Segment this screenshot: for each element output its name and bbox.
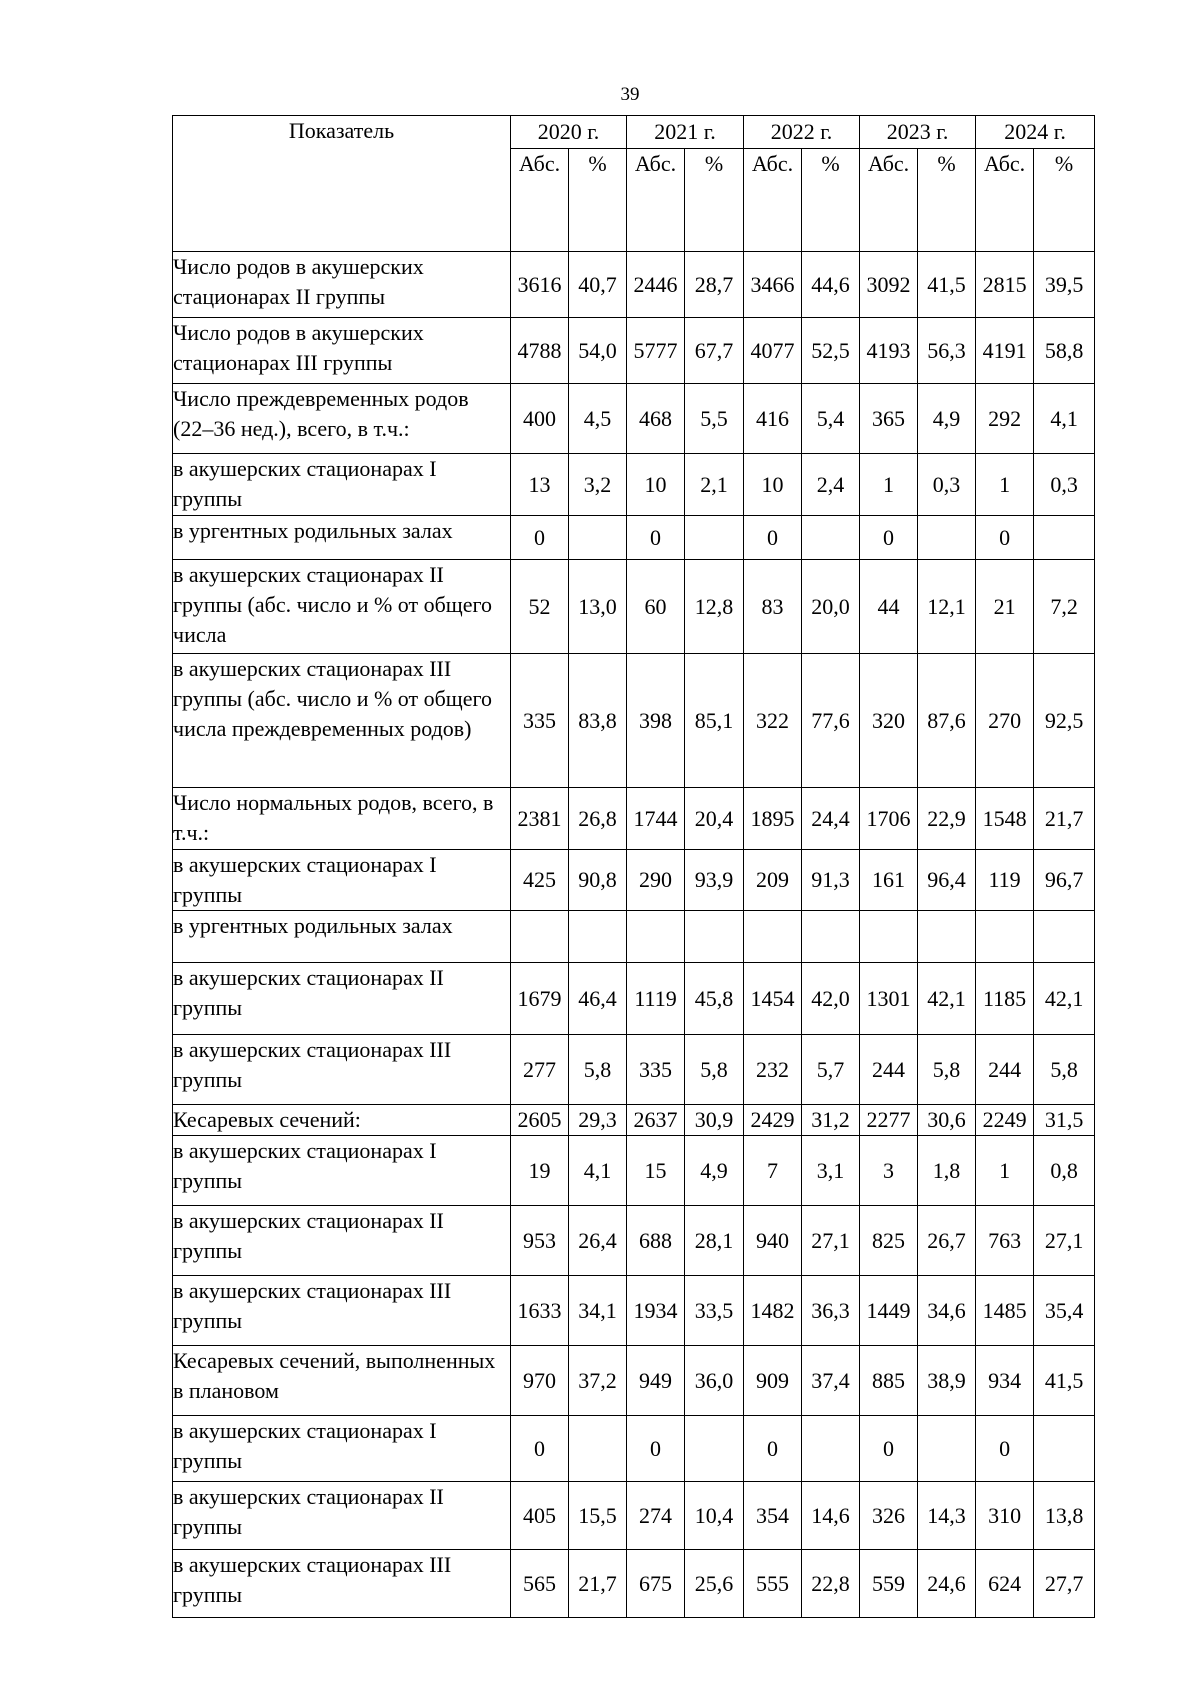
pct-value-cell [569,911,627,963]
pct-value-cell: 2,4 [802,454,860,516]
pct-value-cell: 5,8 [918,1035,976,1105]
table-row [173,788,1095,850]
pct-value-cell: 2,1 [685,454,744,516]
table-row [173,252,1095,318]
abs-value-cell: 885 [860,1346,918,1416]
abs-value-cell: 335 [627,1035,685,1105]
pct-value-cell: 12,1 [918,560,976,654]
table-row [173,963,1095,1035]
row-label: в акушерских стационарах I группы [173,1416,511,1482]
row-label: Число родов в акушерских стационарах III группы [173,318,511,384]
row-label: в ургентных родильных залах [173,516,511,560]
abs-value-cell: 949 [627,1346,685,1416]
abs-value-cell: 0 [744,1416,802,1482]
pct-value-cell [918,516,976,560]
abs-value-cell: 1548 [976,788,1034,850]
abs-value-cell [976,911,1034,963]
abs-value-cell: 4788 [511,318,569,384]
abs-value-cell: 2249 [976,1105,1034,1136]
pct-value-cell: 42,0 [802,963,860,1035]
abs-value-cell: 763 [976,1206,1034,1276]
pct-value-cell: 4,1 [1034,384,1095,454]
abs-value-cell: 1119 [627,963,685,1035]
pct-value-cell: 35,4 [1034,1276,1095,1346]
abs-value-cell: 161 [860,850,918,911]
pct-value-cell: 54,0 [569,318,627,384]
abs-value-cell: 83 [744,560,802,654]
abs-value-cell: 2429 [744,1105,802,1136]
abs-value-cell: 970 [511,1346,569,1416]
abs-value-cell: 326 [860,1482,918,1550]
pct-header: % [569,149,627,252]
pct-value-cell: 29,3 [569,1105,627,1136]
abs-value-cell: 468 [627,384,685,454]
pct-value-cell: 56,3 [918,318,976,384]
abs-value-cell: 405 [511,1482,569,1550]
pct-value-cell: 0,8 [1034,1136,1095,1206]
abs-value-cell: 10 [744,454,802,516]
pct-value-cell: 4,5 [569,384,627,454]
abs-value-cell: 0 [627,516,685,560]
year-header: 2020 г. [511,116,627,149]
row-label: в акушерских стационарах I группы [173,850,511,911]
pct-value-cell: 20,4 [685,788,744,850]
pct-value-cell: 21,7 [569,1550,627,1618]
pct-value-cell: 5,8 [1034,1035,1095,1105]
pct-value-cell: 7,2 [1034,560,1095,654]
pct-value-cell: 25,6 [685,1550,744,1618]
page-number: 39 [620,84,640,105]
abs-value-cell: 21 [976,560,1034,654]
abs-value-cell: 416 [744,384,802,454]
year-header: 2021 г. [627,116,744,149]
abs-value-cell: 398 [627,654,685,788]
abs-value-cell: 1934 [627,1276,685,1346]
year-header: 2023 г. [860,116,976,149]
table-row [173,1105,1095,1136]
abs-value-cell: 4077 [744,318,802,384]
table-row [173,1136,1095,1206]
row-label: Кесаревых сечений: [173,1105,511,1136]
pct-value-cell [918,911,976,963]
abs-value-cell: 19 [511,1136,569,1206]
abs-value-cell: 52 [511,560,569,654]
abs-value-cell: 1744 [627,788,685,850]
row-label: в акушерских стационарах II группы [173,1482,511,1550]
abs-value-cell: 119 [976,850,1034,911]
pct-value-cell: 41,5 [918,252,976,318]
pct-value-cell: 22,9 [918,788,976,850]
pct-value-cell: 96,7 [1034,850,1095,911]
abs-value-cell: 940 [744,1206,802,1276]
abs-value-cell: 15 [627,1136,685,1206]
abs-value-cell: 335 [511,654,569,788]
pct-value-cell: 42,1 [1034,963,1095,1035]
abs-value-cell: 0 [860,1416,918,1482]
pct-value-cell: 37,2 [569,1346,627,1416]
pct-header: % [802,149,860,252]
pct-value-cell: 4,9 [685,1136,744,1206]
pct-value-cell: 41,5 [1034,1346,1095,1416]
pct-value-cell: 24,6 [918,1550,976,1618]
abs-value-cell: 274 [627,1482,685,1550]
abs-value-cell: 825 [860,1206,918,1276]
abs-value-cell [860,911,918,963]
abs-value-cell: 400 [511,384,569,454]
pct-value-cell: 52,5 [802,318,860,384]
pct-value-cell: 45,8 [685,963,744,1035]
abs-value-cell: 1482 [744,1276,802,1346]
pct-value-cell [1034,516,1095,560]
pct-value-cell [685,911,744,963]
abs-value-cell: 1301 [860,963,918,1035]
abs-value-cell: 209 [744,850,802,911]
row-label: в акушерских стационарах III группы [173,1035,511,1105]
pct-value-cell [569,516,627,560]
pct-value-cell: 44,6 [802,252,860,318]
pct-header: % [918,149,976,252]
pct-value-cell [802,516,860,560]
pct-value-cell: 30,9 [685,1105,744,1136]
pct-value-cell: 0,3 [918,454,976,516]
abs-header: Абс. [511,149,569,252]
table-body [173,252,1095,1618]
abs-value-cell: 0 [511,516,569,560]
abs-value-cell: 292 [976,384,1034,454]
row-label: Число нормальных родов, всего, в т.ч.: [173,788,511,850]
row-label: в акушерских стационарах II группы (абс. число и % от общего числа [173,560,511,654]
pct-value-cell: 26,4 [569,1206,627,1276]
pct-value-cell: 92,5 [1034,654,1095,788]
table-row [173,1416,1095,1482]
abs-value-cell: 624 [976,1550,1034,1618]
abs-header: Абс. [627,149,685,252]
year-header: 2024 г. [976,116,1095,149]
row-label: в акушерских стационарах III группы [173,1276,511,1346]
abs-value-cell: 244 [976,1035,1034,1105]
pct-value-cell: 27,1 [1034,1206,1095,1276]
pct-value-cell: 28,7 [685,252,744,318]
pct-value-cell: 5,4 [802,384,860,454]
statistics-table [172,115,1095,1618]
pct-value-cell: 3,1 [802,1136,860,1206]
abs-value-cell: 0 [860,516,918,560]
row-label: в акушерских стационарах II группы [173,963,511,1035]
row-label: в акушерских стационарах III группы [173,1550,511,1618]
pct-value-cell: 15,5 [569,1482,627,1550]
abs-value-cell: 2815 [976,252,1034,318]
abs-value-cell [511,911,569,963]
pct-value-cell: 31,5 [1034,1105,1095,1136]
row-label: Кесаревых сечений, выполненных в плановом [173,1346,511,1416]
abs-value-cell: 953 [511,1206,569,1276]
abs-value-cell: 310 [976,1482,1034,1550]
header-row-years [173,116,1095,149]
abs-value-cell: 3092 [860,252,918,318]
pct-header: % [1034,149,1095,252]
pct-value-cell: 10,4 [685,1482,744,1550]
table-row [173,454,1095,516]
abs-value-cell: 320 [860,654,918,788]
pct-value-cell: 21,7 [1034,788,1095,850]
abs-value-cell: 0 [976,516,1034,560]
table-row [173,560,1095,654]
pct-value-cell: 14,3 [918,1482,976,1550]
year-header: 2022 г. [744,116,860,149]
abs-value-cell: 688 [627,1206,685,1276]
row-label: в акушерских стационарах I группы [173,1136,511,1206]
pct-value-cell: 5,5 [685,384,744,454]
row-label: в акушерских стационарах III группы (абс. число и % от общего числа преждевременных родов) [173,654,511,788]
abs-value-cell: 1706 [860,788,918,850]
abs-value-cell: 425 [511,850,569,911]
pct-value-cell: 0,3 [1034,454,1095,516]
pct-value-cell: 13,0 [569,560,627,654]
row-label: Число родов в акушерских стационарах II группы [173,252,511,318]
pct-value-cell [802,1416,860,1482]
abs-value-cell: 1 [976,1136,1034,1206]
pct-value-cell: 87,6 [918,654,976,788]
abs-value-cell: 1485 [976,1276,1034,1346]
table-row [173,516,1095,560]
abs-value-cell: 1 [860,454,918,516]
row-label: в акушерских стационарах I группы [173,454,511,516]
pct-value-cell: 38,9 [918,1346,976,1416]
abs-value-cell: 60 [627,560,685,654]
row-label: в ургентных родильных залах [173,911,511,963]
abs-header: Абс. [744,149,802,252]
table-row [173,318,1095,384]
abs-value-cell: 0 [511,1416,569,1482]
table-row [173,654,1095,788]
pct-value-cell: 27,1 [802,1206,860,1276]
pct-value-cell: 22,8 [802,1550,860,1618]
pct-value-cell: 85,1 [685,654,744,788]
pct-value-cell: 37,4 [802,1346,860,1416]
abs-value-cell: 2637 [627,1105,685,1136]
pct-value-cell [1034,1416,1095,1482]
abs-value-cell: 0 [627,1416,685,1482]
pct-value-cell: 4,1 [569,1136,627,1206]
pct-value-cell: 67,7 [685,318,744,384]
table-row [173,1035,1095,1105]
abs-value-cell: 4193 [860,318,918,384]
abs-header: Абс. [860,149,918,252]
table-row [173,384,1095,454]
pct-value-cell: 91,3 [802,850,860,911]
abs-value-cell: 277 [511,1035,569,1105]
table-row [173,1206,1095,1276]
pct-value-cell [569,1416,627,1482]
abs-value-cell: 232 [744,1035,802,1105]
abs-value-cell: 1185 [976,963,1034,1035]
table-row [173,1482,1095,1550]
pct-value-cell: 36,0 [685,1346,744,1416]
row-label: в акушерских стационарах II группы [173,1206,511,1276]
abs-value-cell: 270 [976,654,1034,788]
pct-value-cell: 5,8 [569,1035,627,1105]
table-row [173,911,1095,963]
pct-value-cell: 3,2 [569,454,627,516]
pct-value-cell: 34,6 [918,1276,976,1346]
abs-value-cell: 3 [860,1136,918,1206]
abs-value-cell [627,911,685,963]
abs-value-cell: 1449 [860,1276,918,1346]
pct-value-cell: 40,7 [569,252,627,318]
pct-value-cell: 13,8 [1034,1482,1095,1550]
abs-value-cell: 1633 [511,1276,569,1346]
pct-value-cell: 34,1 [569,1276,627,1346]
abs-value-cell: 13 [511,454,569,516]
abs-value-cell: 2446 [627,252,685,318]
pct-value-cell: 96,4 [918,850,976,911]
abs-value-cell: 3616 [511,252,569,318]
pct-value-cell: 30,6 [918,1105,976,1136]
row-label: Число преждевременных родов (22–36 нед.), всего, в т.ч.: [173,384,511,454]
pct-value-cell: 26,7 [918,1206,976,1276]
abs-value-cell: 244 [860,1035,918,1105]
abs-header: Абс. [976,149,1034,252]
pct-value-cell: 93,9 [685,850,744,911]
pct-value-cell: 31,2 [802,1105,860,1136]
pct-header: % [685,149,744,252]
abs-value-cell: 2605 [511,1105,569,1136]
pct-value-cell: 26,8 [569,788,627,850]
pct-value-cell: 36,3 [802,1276,860,1346]
pct-value-cell: 39,5 [1034,252,1095,318]
pct-value-cell: 27,7 [1034,1550,1095,1618]
pct-value-cell [685,1416,744,1482]
abs-value-cell: 365 [860,384,918,454]
abs-value-cell: 44 [860,560,918,654]
pct-value-cell: 20,0 [802,560,860,654]
abs-value-cell: 10 [627,454,685,516]
pct-value-cell: 1,8 [918,1136,976,1206]
abs-value-cell [744,911,802,963]
pct-value-cell: 33,5 [685,1276,744,1346]
abs-value-cell: 565 [511,1550,569,1618]
abs-value-cell: 1679 [511,963,569,1035]
pct-value-cell: 4,9 [918,384,976,454]
abs-value-cell: 4191 [976,318,1034,384]
table-row [173,850,1095,911]
abs-value-cell: 290 [627,850,685,911]
abs-value-cell: 909 [744,1346,802,1416]
table-row [173,1346,1095,1416]
abs-value-cell: 0 [976,1416,1034,1482]
abs-value-cell: 354 [744,1482,802,1550]
abs-value-cell: 1454 [744,963,802,1035]
pct-value-cell: 90,8 [569,850,627,911]
pct-value-cell: 12,8 [685,560,744,654]
abs-value-cell: 559 [860,1550,918,1618]
abs-value-cell: 934 [976,1346,1034,1416]
abs-value-cell: 5777 [627,318,685,384]
pct-value-cell [802,911,860,963]
pct-value-cell: 77,6 [802,654,860,788]
pct-value-cell: 14,6 [802,1482,860,1550]
abs-value-cell: 7 [744,1136,802,1206]
abs-value-cell: 555 [744,1550,802,1618]
table-row [173,1550,1095,1618]
pct-value-cell [1034,911,1095,963]
abs-value-cell: 2277 [860,1105,918,1136]
abs-value-cell: 2381 [511,788,569,850]
abs-value-cell: 1895 [744,788,802,850]
pct-value-cell: 5,7 [802,1035,860,1105]
pct-value-cell [918,1416,976,1482]
table-row [173,1276,1095,1346]
abs-value-cell: 0 [744,516,802,560]
pct-value-cell: 42,1 [918,963,976,1035]
pct-value-cell: 46,4 [569,963,627,1035]
abs-value-cell: 322 [744,654,802,788]
pct-value-cell: 24,4 [802,788,860,850]
pct-value-cell [685,516,744,560]
abs-value-cell: 3466 [744,252,802,318]
pct-value-cell: 83,8 [569,654,627,788]
pct-value-cell: 5,8 [685,1035,744,1105]
pct-value-cell: 28,1 [685,1206,744,1276]
pct-value-cell: 58,8 [1034,318,1095,384]
indicator-header: Показатель [173,116,511,252]
abs-value-cell: 675 [627,1550,685,1618]
abs-value-cell: 1 [976,454,1034,516]
